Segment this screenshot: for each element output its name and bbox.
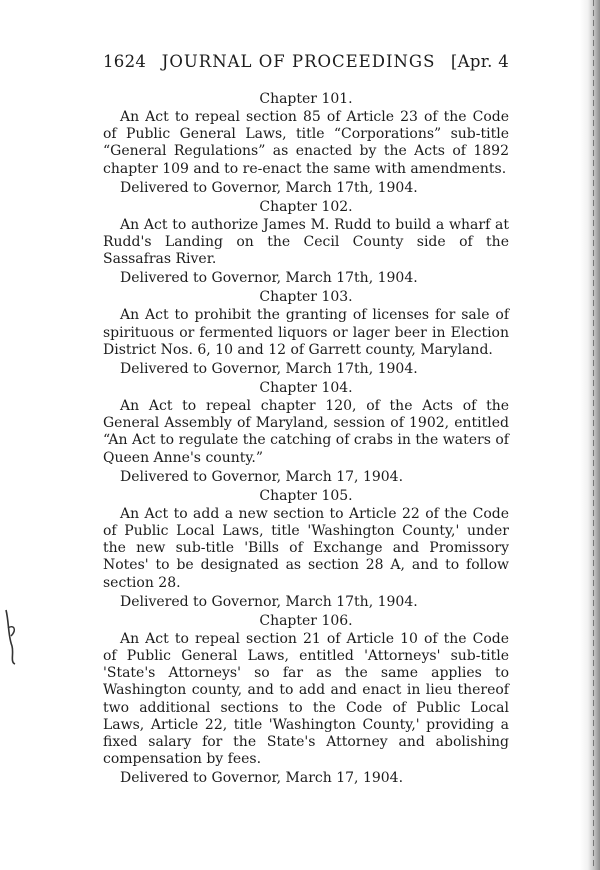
act-description: An Act to repeal section 85 of Article 23 of the Code of Public General Laws, title “Corporations” sub-title “General Regulations” as enacted by the Acts of 1892 chapter 109 and to re-enact the same with amendments. bbox=[103, 109, 509, 177]
journal-title: JOURNAL OF PROCEEDINGS bbox=[161, 52, 436, 71]
page-header bbox=[103, 52, 509, 72]
chapter-title: Chapter 101. bbox=[259, 91, 353, 107]
act-description: An Act to authorize James M. Rudd to build a wharf at Rudd's Landing on the Cecil County side of the Sassafras River. bbox=[103, 216, 509, 268]
chapter-title: Chapter 105. bbox=[259, 487, 353, 504]
journal-page bbox=[103, 52, 509, 788]
chapter-102 bbox=[103, 198, 509, 288]
page-number: 1624 bbox=[103, 52, 147, 71]
chapter-title: Chapter 106. bbox=[259, 612, 353, 629]
chapter-104 bbox=[103, 379, 509, 486]
chapter-105 bbox=[103, 487, 509, 611]
handwritten-margin-mark bbox=[2, 606, 22, 666]
delivery-note: Delivered to Governor, March 17th, 1904. bbox=[120, 361, 418, 378]
chapter-title: Chapter 103. bbox=[259, 289, 353, 306]
act-description: An Act to add a new section to Article 22 of the Code of Public Local Laws, title 'Washington County,' under the new sub-title 'Bills of Exchange and Promissory Notes' to be designated as section 28 A, and to follow section 28. bbox=[103, 505, 509, 591]
delivery-note: Delivered to Governor, March 17th, 1904. bbox=[120, 593, 418, 610]
chapter-106 bbox=[103, 612, 509, 788]
chapter-title: Chapter 102. bbox=[259, 198, 353, 215]
delivery-note: Delivered to Governor, March 17, 1904. bbox=[120, 468, 404, 485]
chapter-103 bbox=[103, 288, 509, 378]
act-description: An Act to repeal chapter 120, of the Acts of the General Assembly of Maryland, session of 1902, entitled “An Act to regulate the catching of crabs in the waters of Queen Anne's county.” bbox=[103, 398, 509, 466]
header-date: [Apr. 4 bbox=[450, 52, 509, 71]
act-description: An Act to prohibit the granting of licenses for sale of spirituous or fermented liquors or lager beer in Election District Nos. 6, 10 and 12 of Garrett county, Maryland. bbox=[103, 307, 509, 358]
delivery-note: Delivered to Governor, March 17th, 1904. bbox=[120, 179, 418, 196]
chapter-title: Chapter 104. bbox=[259, 380, 353, 397]
act-description: An Act to repeal section 21 of Article 10 of the Code of Public General Laws, entitled 'Attorneys' sub-title 'State's Attorneys' so far as the same applies to Washington county, and to add and enact in lieu thereof two additional sections to the Code of Public Local Laws, Article 22, title 'Washington County,' providing a fixed salary for the State's Attorney and abolishing compensation by fees. bbox=[103, 630, 509, 768]
chapter-101 bbox=[103, 90, 509, 197]
page-edge-shadow bbox=[580, 0, 600, 870]
delivery-note: Delivered to Governor, March 17th, 1904. bbox=[120, 270, 418, 287]
delivery-note: Delivered to Governor, March 17, 1904. bbox=[120, 770, 404, 787]
